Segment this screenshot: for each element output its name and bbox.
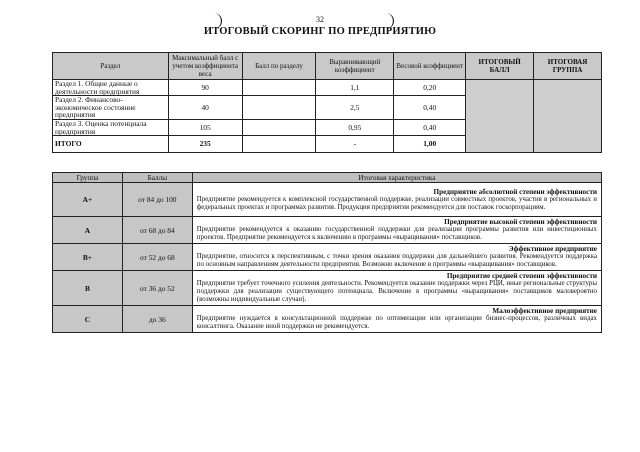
- table-row: [53, 244, 602, 271]
- max-score-cell: 40: [168, 96, 242, 120]
- total-max-score: 235: [168, 136, 242, 153]
- table-header-row: [53, 173, 602, 183]
- group-label: В+: [53, 244, 123, 271]
- weight-coefficient-cell: 0,20: [394, 80, 466, 96]
- section-score-cell[interactable]: [242, 96, 316, 120]
- characteristic-cell: [192, 244, 601, 271]
- points-range: до 36: [122, 306, 192, 333]
- characteristic-cell: [192, 217, 601, 244]
- max-score-cell: 105: [168, 119, 242, 135]
- table-row: [53, 306, 602, 333]
- total-label: ИТОГО: [53, 136, 169, 153]
- group-label: А+: [53, 183, 123, 217]
- points-range: от 52 до 68: [122, 244, 192, 271]
- section-score-cell[interactable]: [242, 80, 316, 96]
- characteristic-title: Предприятие абсолютной степени эффективности: [433, 187, 597, 196]
- characteristic-cell: [192, 306, 601, 333]
- page-number: 32: [316, 15, 324, 24]
- table-row: [53, 80, 602, 96]
- points-range: от 84 до 100: [122, 183, 192, 217]
- weight-coefficient-cell: 0,40: [394, 119, 466, 135]
- table-row: [53, 271, 602, 306]
- points-range: от 36 до 52: [122, 271, 192, 306]
- column-header-section-score: Балл по разделу: [242, 53, 316, 80]
- section-name: Раздел 3. Оценка потенциала предприятия: [53, 119, 169, 135]
- leveling-coefficient-cell: 0,95: [316, 119, 394, 135]
- characteristic-title: Предприятие средней степени эффективности: [446, 272, 597, 280]
- characteristic-cell: [192, 271, 601, 306]
- section-score-cell[interactable]: [242, 119, 316, 135]
- max-score-cell: 90: [168, 80, 242, 96]
- scoring-table: [52, 52, 602, 153]
- total-weight-coefficient: 1,00: [394, 136, 466, 153]
- column-header-final-group: ИТОГОВАЯ ГРУППА: [534, 53, 602, 80]
- characteristic-text: Предприятие, относится к перспективным, с точки зрения оказания поддержки для дальнейшего развития. Рекомендуется поддержка по основным направлениям деятельности предприятия. Возможно включение в программы «выращивания» поставщиков.: [196, 253, 597, 268]
- group-label: В: [53, 271, 123, 306]
- characteristic-text: Предприятие рекомендуется к комплексной государственной поддержке, реализации совместных проектов, участия в региональных и федеральных проектах и программах развития. Продукция предприятия рекомендуется для поставок госкорпорациям.: [196, 195, 597, 211]
- group-label: А: [53, 217, 123, 244]
- column-header-characteristic: Итоговая характеристика: [192, 173, 601, 183]
- final-score-cell: [466, 80, 534, 153]
- section-name: Раздел 1. Общие данные о деятельности предприятия: [53, 80, 169, 96]
- points-range: от 68 до 84: [122, 217, 192, 244]
- weight-coefficient-cell: 0,40: [394, 96, 466, 120]
- table-row: [53, 183, 602, 217]
- characteristic-cell: [192, 183, 601, 217]
- total-section-score-cell[interactable]: [242, 136, 316, 153]
- group-label: С: [53, 306, 123, 333]
- characteristic-text: Предприятие рекомендуется к оказанию государственной поддержки для реализации программы развития или инвестиционных проектов. Предприятие рекомендуется к включению в программы «выращивания» поставщиков.: [196, 226, 597, 241]
- total-leveling-coefficient: -: [316, 136, 394, 153]
- characteristic-title: Малоэффективное предприятие: [492, 307, 597, 315]
- characteristic-text: Предприятие нуждается в консультационной поддержке по оптимизации или организации бизнес-процессов, различных видах консалтинга. Оказание иной поддержки не рекомендуется.: [196, 315, 597, 330]
- page-title: ИТОГОВЫЙ СКОРИНГ ПО ПРЕДПРИЯТИЮ: [203, 26, 437, 37]
- column-header-weight-coefficient: Весовой коэффициент: [394, 53, 466, 80]
- column-header-final-score: ИТОГОВЫЙ БАЛЛ: [466, 53, 534, 80]
- characteristic-title: Эффективное предприятие: [508, 245, 597, 253]
- column-header-group: Группа: [53, 173, 123, 183]
- final-group-cell: [534, 80, 602, 153]
- column-header-section: Раздел: [53, 53, 169, 80]
- column-header-max-score: Максимальный балл с учетом коэффициента веса: [168, 53, 242, 80]
- table-header-row: [53, 53, 602, 80]
- leveling-coefficient-cell: 1,1: [316, 80, 394, 96]
- leveling-coefficient-cell: 2,5: [316, 96, 394, 120]
- characteristic-title: Предприятие высокой степени эффективности: [444, 218, 597, 226]
- column-header-leveling-coefficient: Выравнивающий коэффициент: [316, 53, 394, 80]
- characteristic-text: Предприятие требует точечного усиления деятельности. Рекомендуется оказание поддержки через РЦИ, иные региональные структуры поддержки для реализации существующего потенциала. Включение в программы «выращивания» поставщиков маловероятно (возможны индивидуальные случаи).: [196, 280, 597, 303]
- groups-table: [52, 172, 602, 333]
- column-header-points: Баллы: [122, 173, 192, 183]
- section-name: Раздел 2. Финансово-экономическое состояние предприятия: [53, 96, 169, 120]
- table-row: [53, 217, 602, 244]
